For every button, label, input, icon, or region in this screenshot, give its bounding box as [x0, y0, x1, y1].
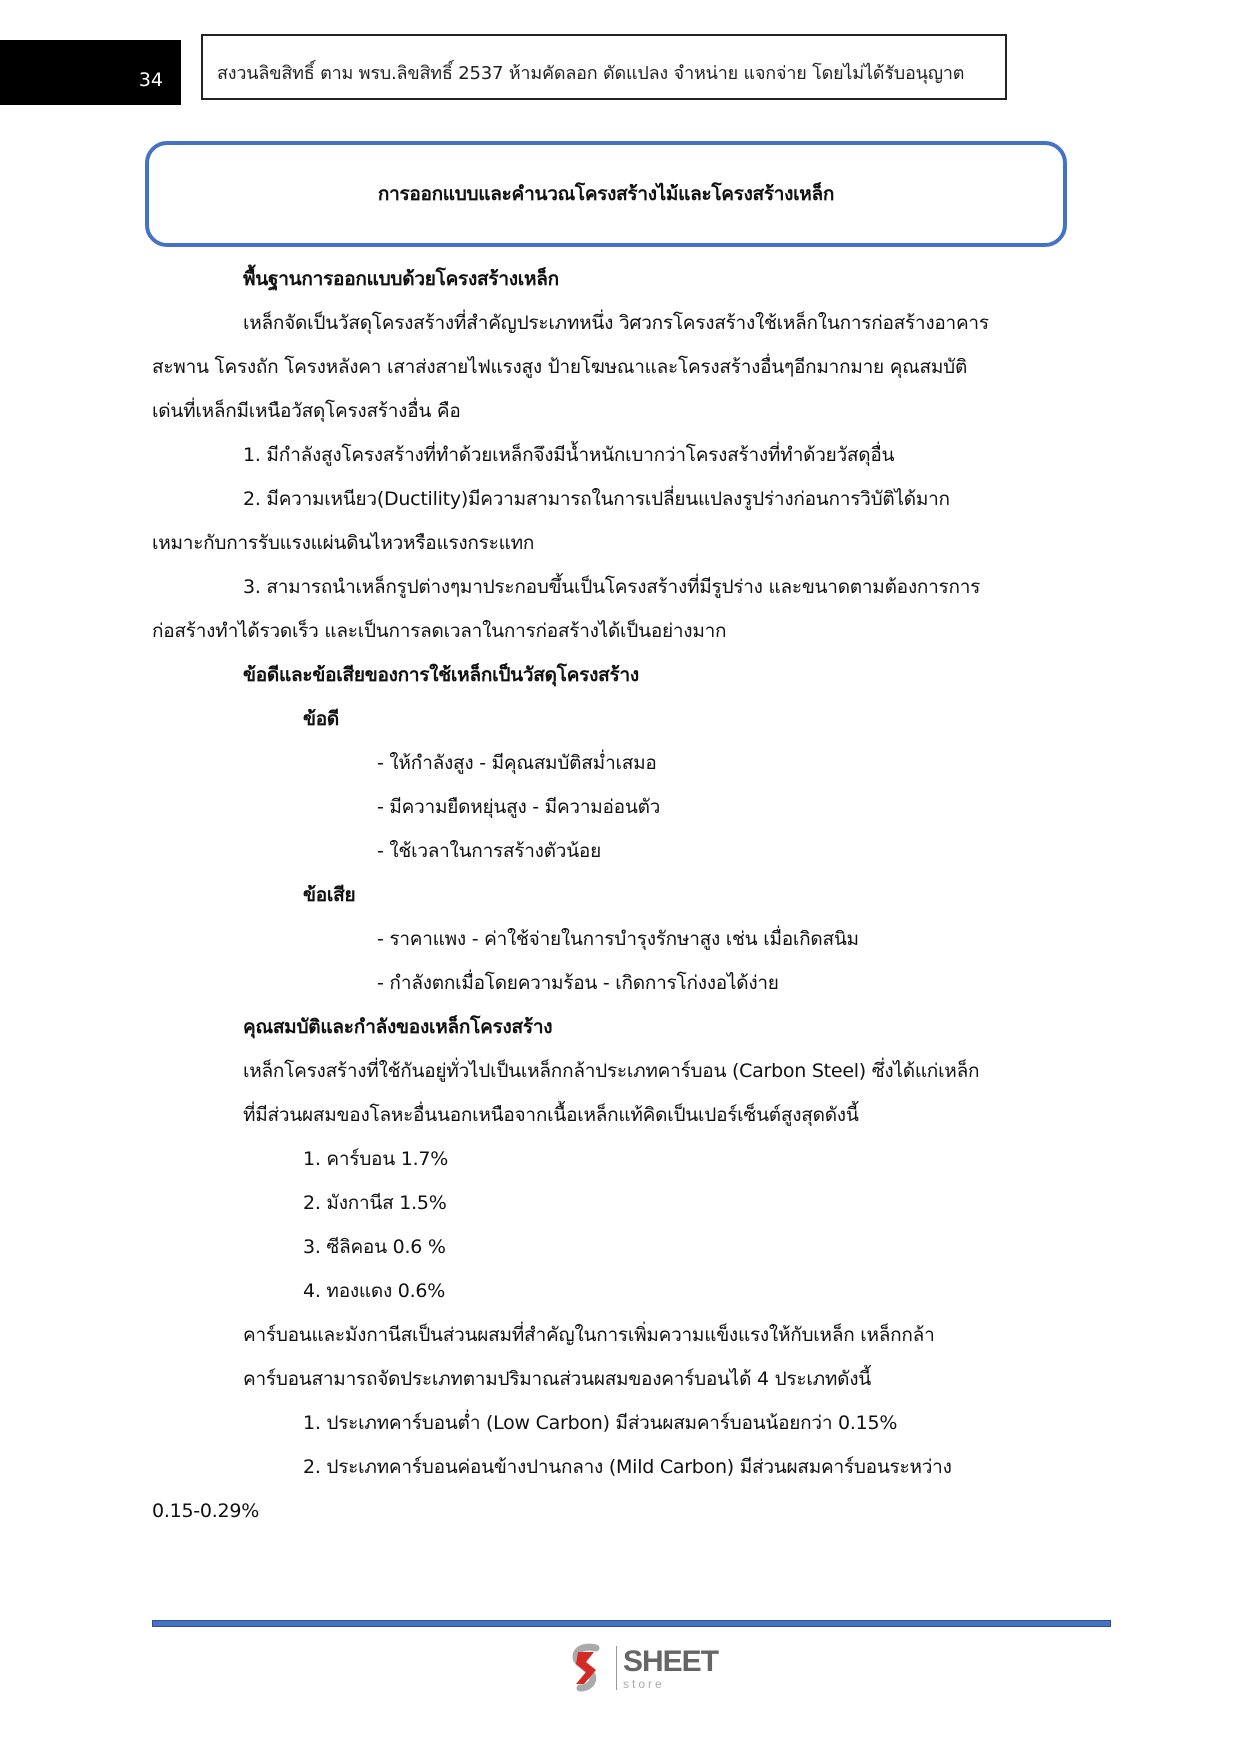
paragraph-line: คาร์บอนสามารถจัดประเภทตามปริมาณส่วนผสมของคาร์บอนได้ 4 ประเภทดังนี้ [243, 1368, 871, 1390]
list-item: 3. สามารถนำเหล็กรูปต่างๆมาประกอบขึ้นเป็นโครงสร้างที่มีรูปร่าง และขนาดตามต้องการการ [243, 576, 981, 598]
bullet-item: - กำลังตกเมื่อโดยความร้อน - เกิดการโก่งงอได้ง่าย [377, 972, 779, 994]
copyright-header [201, 34, 1007, 100]
bullet-item: - ราคาแพง - ค่าใช้จ่ายในการบำรุงรักษาสูง เช่น เมื่อเกิดสนิม [377, 928, 859, 950]
chapter-title-box [145, 141, 1067, 247]
list-item: 1. มีกำลังสูงโครงสร้างที่ทำด้วยเหล็กจึงมีน้ำหนักเบากว่าโครงสร้างที่ทำด้วยวัสดุอื่น [243, 444, 895, 466]
chapter-title: การออกแบบและคำนวณโครงสร้างไม้และโครงสร้างเหล็ก [377, 183, 835, 205]
sheet-store-logo [566, 1639, 718, 1697]
list-item: 2. ประเภทคาร์บอนค่อนข้างปานกลาง (Mild Carbon) มีส่วนผสมคาร์บอนระหว่าง [303, 1456, 952, 1478]
logo-s-icon [566, 1642, 610, 1694]
subheading-disadvantages: ข้อเสีย [303, 884, 356, 906]
paragraph-line: ก่อสร้างทำได้รวดเร็ว และเป็นการลดเวลาในการก่อสร้างได้เป็นอย่างมาก [152, 620, 727, 642]
bullet-item: - มีความยืดหยุ่นสูง - มีความอ่อนตัว [377, 796, 661, 818]
list-item: 1. คาร์บอน 1.7% [303, 1148, 449, 1170]
list-item: 4. ทองแดง 0.6% [303, 1280, 446, 1302]
bullet-item: - ใช้เวลาในการสร้างตัวน้อย [377, 840, 601, 862]
list-item: 3. ซีลิคอน 0.6 % [303, 1236, 446, 1258]
page-number [0, 40, 181, 105]
section-heading: ข้อดีและข้อเสียของการใช้เหล็กเป็นวัสดุโครงสร้าง [243, 664, 639, 686]
paragraph-line: เหล็กจัดเป็นวัสดุโครงสร้างที่สำคัญประเภทหนึ่ง วิศวกรโครงสร้างใช้เหล็กในการก่อสร้างอาคาร [243, 312, 989, 334]
list-item: 2. มีความเหนียว(Ductility)มีความสามารถในการเปลี่ยนแปลงรูปร่างก่อนการวิบัติได้มาก [243, 488, 950, 510]
logo-subword: store [623, 1676, 665, 1691]
paragraph-line: 0.15-0.29% [152, 1500, 260, 1522]
paragraph-line: เหมาะกับการรับแรงแผ่นดินไหวหรือแรงกระแทก [152, 532, 535, 554]
bullet-item: - ให้กำลังสูง - มีคุณสมบัติสม่ำเสมอ [377, 752, 657, 774]
logo-separator [616, 1646, 617, 1690]
page-number-text: 34 [138, 68, 163, 91]
footer-divider [152, 1620, 1111, 1627]
section-heading: คุณสมบัติและกำลังของเหล็กโครงสร้าง [243, 1016, 553, 1038]
section-heading: พื้นฐานการออกแบบด้วยโครงสร้างเหล็ก [243, 268, 559, 290]
paragraph-line: เหล็กโครงสร้างที่ใช้กันอยู่ทั่วไปเป็นเหล็กกล้าประเภทคาร์บอน (Carbon Steel) ซึ่งได้แก่เหล็ก [243, 1060, 980, 1082]
subheading-advantages: ข้อดี [303, 708, 339, 730]
paragraph-line: สะพาน โครงถัก โครงหลังคา เสาส่งสายไฟแรงสูง ป้ายโฆษณาและโครงสร้างอื่นๆอีกมากมาย คุณสมบัติ [152, 356, 968, 378]
paragraph-line: ที่มีส่วนผสมของโลหะอื่นนอกเหนือจากเนื้อเหล็กแท้คิดเป็นเปอร์เซ็นต์สูงสุดดังนี้ [243, 1104, 859, 1126]
paragraph-line: คาร์บอนและมังกานีสเป็นส่วนผสมที่สำคัญในการเพิ่มความแข็งแรงให้กับเหล็ก เหล็กกล้า [243, 1324, 935, 1346]
list-item: 2. มังกานีส 1.5% [303, 1192, 447, 1214]
list-item: 1. ประเภทคาร์บอนต่ำ (Low Carbon) มีส่วนผสมคาร์บอนน้อยกว่า 0.15% [303, 1412, 898, 1434]
copyright-text: สงวนลิขสิทธิ์ ตาม พรบ.ลิขสิทธิ์ 2537 ห้ามคัดลอก ดัดแปลง จำหน่าย แจกจ่าย โดยไม่ได้รับอนุญาต [217, 62, 965, 84]
paragraph-line: เด่นที่เหล็กมีเหนือวัสดุโครงสร้างอื่น คือ [152, 400, 461, 422]
logo-word: SHEET [623, 1644, 719, 1678]
